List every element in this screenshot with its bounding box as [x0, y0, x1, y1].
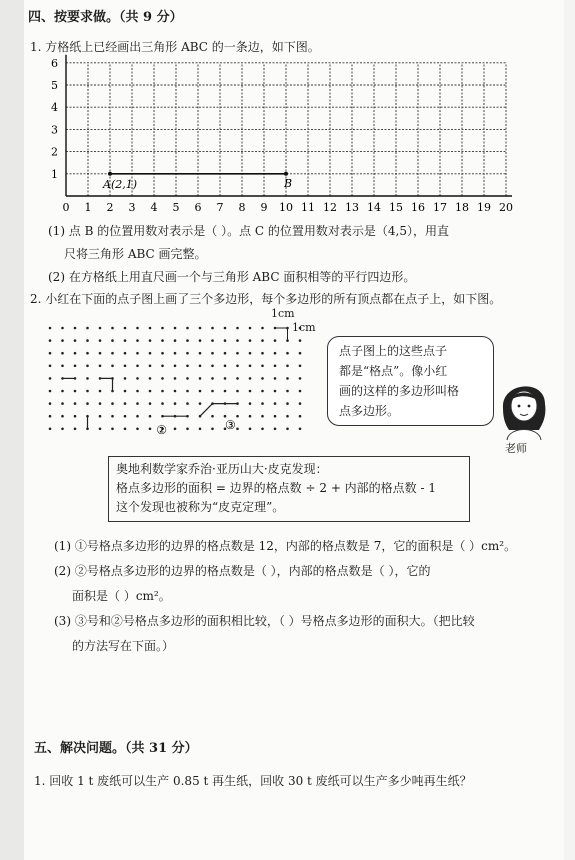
grid-dot: [86, 327, 89, 330]
grid-dot: [61, 352, 64, 355]
x-tick-label: 19: [477, 201, 491, 214]
grid-dot: [211, 390, 214, 393]
grid-dot: [299, 415, 302, 418]
grid-dot: [136, 377, 139, 380]
grid-dot: [86, 352, 89, 355]
grid-dot: [199, 428, 202, 431]
grid-dot: [261, 428, 264, 431]
polygon-1-edge: [100, 378, 113, 391]
grid-dot: [99, 402, 102, 405]
grid-dot: [261, 390, 264, 393]
grid-dot: [149, 339, 152, 342]
grid-dot: [61, 365, 64, 368]
grid-dot: [161, 377, 164, 380]
pick-box-line-2: 格点多边形的面积 = 边界的格点数 ÷ 2 + 内部的格点数 - 1: [116, 481, 437, 495]
grid-dot: [274, 352, 277, 355]
x-tick-label: 18: [455, 201, 469, 214]
grid-dot: [299, 402, 302, 405]
section-5-q1: 1. 回收 1 t 废纸可以生产 0.85 t 再生纸，回收 30 t 废纸可以生产多少吨再生纸？: [34, 774, 472, 788]
grid-dot: [236, 339, 239, 342]
grid-dot: [299, 352, 302, 355]
grid-dot: [99, 390, 102, 393]
grid-dot: [274, 390, 277, 393]
grid-dot: [99, 415, 102, 418]
x-tick-label: 5: [172, 201, 180, 214]
grid-dot: [249, 339, 252, 342]
grid-dot: [249, 390, 252, 393]
q1-sub2: (2) 在方格纸上用直尺画一个与三角形 ABC 面积相等的平行四边形。: [48, 270, 416, 284]
y-tick-label: 4: [51, 101, 58, 115]
grid-dot: [199, 352, 202, 355]
grid-dot: [236, 352, 239, 355]
q2-sub2-line2: 面积是（ ）cm²。: [72, 589, 171, 603]
y-tick-label: 2: [51, 145, 58, 159]
grid-dot: [124, 428, 127, 431]
grid-dot: [161, 339, 164, 342]
grid-dot: [161, 390, 164, 393]
grid-dot: [86, 365, 89, 368]
grid-dot: [261, 352, 264, 355]
grid-dot: [174, 402, 177, 405]
x-tick-label: 20: [499, 201, 513, 214]
teacher-label: 老师: [505, 442, 527, 455]
grid-dot: [49, 402, 52, 405]
grid-dot: [124, 415, 127, 418]
q2-sub1: (1) ①号格点多边形的边界的格点数是 12，内部的格点数是 7，它的面积是（ ）cm²。: [54, 539, 517, 553]
point-a-label: A(2,1): [103, 177, 138, 191]
grid-dot: [99, 339, 102, 342]
grid-dot: [161, 327, 164, 330]
y-tick-label: 1: [51, 167, 58, 181]
x-tick-label: 17: [433, 201, 447, 214]
grid-dot: [286, 377, 289, 380]
grid-dot: [99, 428, 102, 431]
grid-dot: [236, 327, 239, 330]
grid-dot: [186, 327, 189, 330]
teacher-illustration: [495, 370, 555, 440]
x-tick-label: 2: [106, 201, 114, 214]
polygon-2-edge: [200, 404, 213, 417]
section-4-title: 四、按要求做。（共 9 分）: [28, 10, 183, 25]
grid-dot: [49, 365, 52, 368]
grid-dot: [261, 365, 264, 368]
grid-dot: [161, 352, 164, 355]
grid-dot: [136, 339, 139, 342]
grid-dot: [49, 390, 52, 393]
polygon-3-label: ③: [225, 417, 236, 432]
q2-sub2-line1: (2) ②号格点多边形的边界的格点数是（ ），内部的格点数是（ ），它的: [54, 564, 431, 578]
grid-dot: [136, 352, 139, 355]
grid-dot: [149, 390, 152, 393]
grid-dot: [261, 339, 264, 342]
grid-dot: [224, 352, 227, 355]
grid-dot: [49, 428, 52, 431]
grid-dot: [199, 327, 202, 330]
grid-dot: [211, 352, 214, 355]
grid-dot: [149, 402, 152, 405]
y-tick-label: 5: [51, 79, 58, 92]
grid-dot: [186, 402, 189, 405]
grid-dot: [274, 365, 277, 368]
grid-dot: [299, 365, 302, 368]
grid-dot: [299, 428, 302, 431]
grid-dot: [249, 377, 252, 380]
grid-dot: [174, 352, 177, 355]
grid-dot: [124, 352, 127, 355]
x-tick-label: 12: [323, 201, 337, 214]
grid-dot: [236, 377, 239, 380]
grid-dot: [86, 339, 89, 342]
bubble-line-1: 点子图上的这些点子: [339, 344, 448, 358]
bubble-line-2: 都是“格点”。像小红: [339, 364, 448, 378]
grid-dot: [136, 390, 139, 393]
grid-dot: [236, 365, 239, 368]
grid-dot: [211, 339, 214, 342]
grid-dot: [74, 415, 77, 418]
grid-dot: [99, 352, 102, 355]
grid-dot: [111, 365, 114, 368]
grid-dot: [286, 415, 289, 418]
pick-box-line-1: 奥地利数学家乔治·亚历山大·皮克发现：: [116, 462, 328, 476]
grid-dot: [74, 339, 77, 342]
grid-dot: [74, 402, 77, 405]
x-tick-label: 11: [301, 201, 315, 214]
q1-prompt: 1. 方格纸上已经画出三角形 ABC 的一条边，如下图。: [30, 40, 320, 54]
x-tick-label: 6: [194, 201, 202, 214]
grid-dot: [199, 339, 202, 342]
x-tick-label: 1: [84, 201, 92, 214]
grid-dot: [111, 327, 114, 330]
grid-dot: [111, 428, 114, 431]
grid-dot: [111, 339, 114, 342]
grid-dot: [211, 365, 214, 368]
grid-dot: [136, 402, 139, 405]
grid-dot: [261, 377, 264, 380]
grid-dot: [111, 415, 114, 418]
grid-dot: [236, 428, 239, 431]
grid-dot: [174, 428, 177, 431]
x-tick-label: 7: [216, 201, 224, 214]
grid-dot: [124, 402, 127, 405]
grid-dot: [174, 390, 177, 393]
x-tick-label: 16: [411, 201, 425, 214]
grid-dot: [186, 390, 189, 393]
grid-dot: [174, 377, 177, 380]
grid-dot: [286, 428, 289, 431]
grid-dot: [74, 428, 77, 431]
grid-dot: [99, 327, 102, 330]
bubble-line-3: 画的这样的多边形叫格: [339, 384, 460, 398]
grid-dot: [136, 428, 139, 431]
grid-dot: [199, 390, 202, 393]
grid-dot: [261, 327, 264, 330]
y-tick-label: 6: [51, 56, 58, 70]
grid-dot: [61, 415, 64, 418]
grid-dot: [149, 415, 152, 418]
grid-dot: [261, 402, 264, 405]
grid-dot: [61, 428, 64, 431]
x-tick-label: 10: [279, 201, 293, 214]
x-tick-label: 3: [128, 201, 136, 214]
grid-dot: [199, 377, 202, 380]
unit-label-vertical: 1cm: [292, 321, 316, 334]
grid-dot: [186, 365, 189, 368]
grid-dot: [161, 365, 164, 368]
grid-dot: [136, 327, 139, 330]
grid-dot: [49, 327, 52, 330]
grid-dot: [211, 415, 214, 418]
polygon-2-label: ②: [156, 422, 168, 437]
grid-dot: [224, 327, 227, 330]
grid-dot: [61, 339, 64, 342]
grid-dot: [186, 428, 189, 431]
grid-dot: [124, 339, 127, 342]
grid-dot: [236, 390, 239, 393]
bubble-line-4: 点多边形。: [339, 404, 400, 418]
grid-dot: [249, 327, 252, 330]
grid-dot: [199, 365, 202, 368]
grid-dot: [49, 339, 52, 342]
grid-dot: [224, 377, 227, 380]
grid-dot: [186, 377, 189, 380]
q2-sub3-line1: (3) ③号和②号格点多边形的面积相比较，（ ）号格点多边形的面积大。（把比较: [54, 614, 475, 628]
q1-sub1-line2: 尺将三角形 ABC 画完整。: [64, 247, 207, 261]
grid-dot: [274, 402, 277, 405]
grid-dot: [274, 415, 277, 418]
grid-dot: [111, 402, 114, 405]
grid-dot: [99, 365, 102, 368]
grid-dot: [74, 352, 77, 355]
grid-dot: [74, 390, 77, 393]
grid-dot: [61, 327, 64, 330]
grid-dot: [224, 365, 227, 368]
grid-dot: [249, 352, 252, 355]
grid-dot: [149, 365, 152, 368]
grid-dot: [274, 339, 277, 342]
q2-sub3-line2: 的方法写在下面。）: [72, 639, 175, 653]
grid-dot: [286, 365, 289, 368]
grid-dot: [174, 327, 177, 330]
grid-dot: [174, 365, 177, 368]
grid-dot: [61, 402, 64, 405]
grid-dot: [186, 352, 189, 355]
grid-dot: [211, 428, 214, 431]
x-tick-label: 15: [389, 201, 403, 214]
grid-dot: [199, 402, 202, 405]
pick-box-line-3: 这个发现也被称为“皮克定理”。: [116, 500, 285, 514]
grid-dot: [186, 339, 189, 342]
grid-dot: [86, 390, 89, 393]
grid-dot: [149, 428, 152, 431]
grid-dot: [211, 327, 214, 330]
grid-dot: [211, 377, 214, 380]
grid-dot: [224, 339, 227, 342]
grid-dot: [74, 327, 77, 330]
x-tick-label: 8: [238, 201, 246, 214]
grid-dot: [161, 402, 164, 405]
grid-dot: [124, 365, 127, 368]
grid-dot: [136, 415, 139, 418]
grid-dot: [274, 428, 277, 431]
grid-dot: [286, 402, 289, 405]
point-b-label: B: [284, 176, 293, 190]
grid-dot: [124, 327, 127, 330]
grid-dot: [149, 352, 152, 355]
grid-dot: [299, 377, 302, 380]
grid-dot: [286, 352, 289, 355]
x-tick-label: 13: [345, 201, 359, 214]
grid-dot: [274, 377, 277, 380]
grid-dot: [249, 428, 252, 431]
q1-sub1-line1: (1) 点 B 的位置用数对表示是（ ）。点 C 的位置用数对表示是（4,5），用直: [48, 224, 449, 238]
grid-dot: [86, 402, 89, 405]
unit-label-horizontal: 1cm: [271, 307, 295, 320]
x-tick-label: 9: [260, 201, 268, 214]
q2-prompt: 2. 小红在下面的点子图上画了三个多边形，每个多边形的所有顶点都在点子上，如下图。: [30, 292, 502, 306]
grid-dot: [236, 415, 239, 418]
grid-dot: [249, 415, 252, 418]
grid-dot: [224, 390, 227, 393]
grid-dot: [299, 339, 302, 342]
section-5-title: 五、解决问题。（共 31 分）: [34, 741, 198, 756]
grid-dot: [286, 390, 289, 393]
grid-dot: [249, 402, 252, 405]
grid-dot: [149, 327, 152, 330]
grid-dot: [124, 390, 127, 393]
x-tick-label: 4: [150, 201, 158, 214]
x-tick-label: 0: [62, 201, 70, 214]
grid-dot: [74, 365, 77, 368]
y-tick-label: 3: [51, 123, 58, 137]
grid-dot: [111, 352, 114, 355]
grid-dot: [174, 339, 177, 342]
grid-dot: [261, 415, 264, 418]
grid-dot: [124, 377, 127, 380]
x-tick-label: 14: [367, 201, 381, 214]
grid-dot: [49, 415, 52, 418]
grid-dot: [86, 377, 89, 380]
grid-dot: [249, 365, 252, 368]
grid-dot: [149, 377, 152, 380]
grid-dot: [136, 365, 139, 368]
grid-dot: [299, 390, 302, 393]
grid-dot: [49, 377, 52, 380]
grid-dot: [49, 352, 52, 355]
grid-dot: [61, 390, 64, 393]
